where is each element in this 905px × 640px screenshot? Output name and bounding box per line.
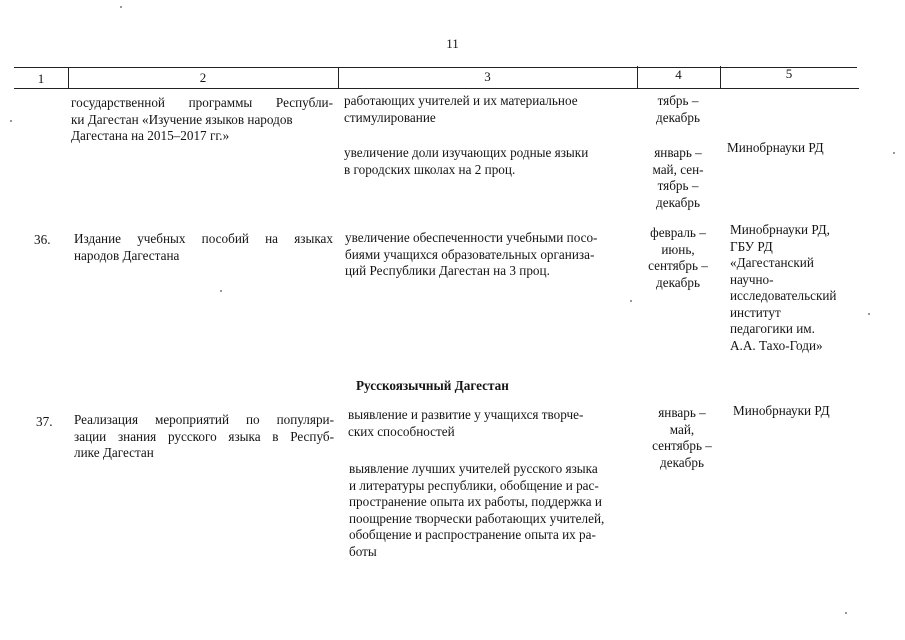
header-col-1: 1	[37, 71, 45, 86]
row-37-indicator-2: выявление лучших учителей русского языка и литературы республики, обобщение и рас- пространение опыта их работы, поддержка и поощрение творчески работающих учителей, обобщение и распространение опыта их ра- боты	[349, 461, 605, 559]
header-col-2: 2	[199, 70, 207, 85]
cont-period-1: тябрь – декабрь	[656, 93, 700, 125]
row-37-executor: Минобрнауки РД	[733, 403, 830, 418]
cont-program-text: государственной программы Республи- ки Дагестан «Изучение языков народов Дагестана на 2015–2017 гг.»	[71, 95, 333, 143]
header-col-3: 3	[484, 69, 491, 84]
cont-indicator-2: увеличение доли изучающих родные языки в городских школах на 2 проц.	[344, 145, 589, 177]
row-36-number: 36.	[34, 232, 51, 247]
cont-indicator-1: работающих учителей и их материальное стимулирование	[344, 93, 578, 125]
row-36-executor: Минобрнауки РД, ГБУ РД «Дагестанский научно- исследовательский институт педагогики им. А.А. Тахо-Годи»	[730, 222, 837, 353]
header-col-4: 4	[675, 67, 682, 82]
section-title: Русскоязычный Дагестан	[356, 378, 509, 393]
scan-speck	[120, 6, 122, 8]
row-37-number: 37.	[36, 414, 53, 429]
scan-speck	[868, 313, 870, 315]
header-col-5: 5	[785, 66, 793, 81]
row-36-measure: Издание учебных пособий на языках народов Дагестана	[74, 231, 333, 263]
scan-speck	[220, 290, 222, 292]
cont-executor: Минобрнауки РД	[727, 140, 824, 155]
cont-period-2: январь – май, сен- тябрь – декабрь	[652, 145, 704, 210]
page-number: 11	[446, 36, 459, 51]
row-37-period: январь – май, сентябрь – декабрь	[652, 405, 712, 470]
header-bottom-rule	[14, 88, 859, 89]
scan-speck	[845, 612, 847, 614]
scan-speck	[893, 152, 895, 154]
row-37-indicator-1: выявление и развитие у учащихся творче- ских способностей	[348, 407, 584, 439]
scan-speck	[10, 120, 12, 122]
row-37-measure: Реализация мероприятий по популяри- зации знания русского языка в Респуб- лике Дагестан	[74, 412, 334, 460]
row-36-period: февраль – июнь, сентябрь – декабрь	[648, 225, 708, 290]
row-36-indicator: увеличение обеспеченности учебными посо- биями учащихся образовательных организа- ций Республики Дагестан на 3 проц.	[345, 230, 598, 278]
scan-speck	[630, 300, 632, 302]
